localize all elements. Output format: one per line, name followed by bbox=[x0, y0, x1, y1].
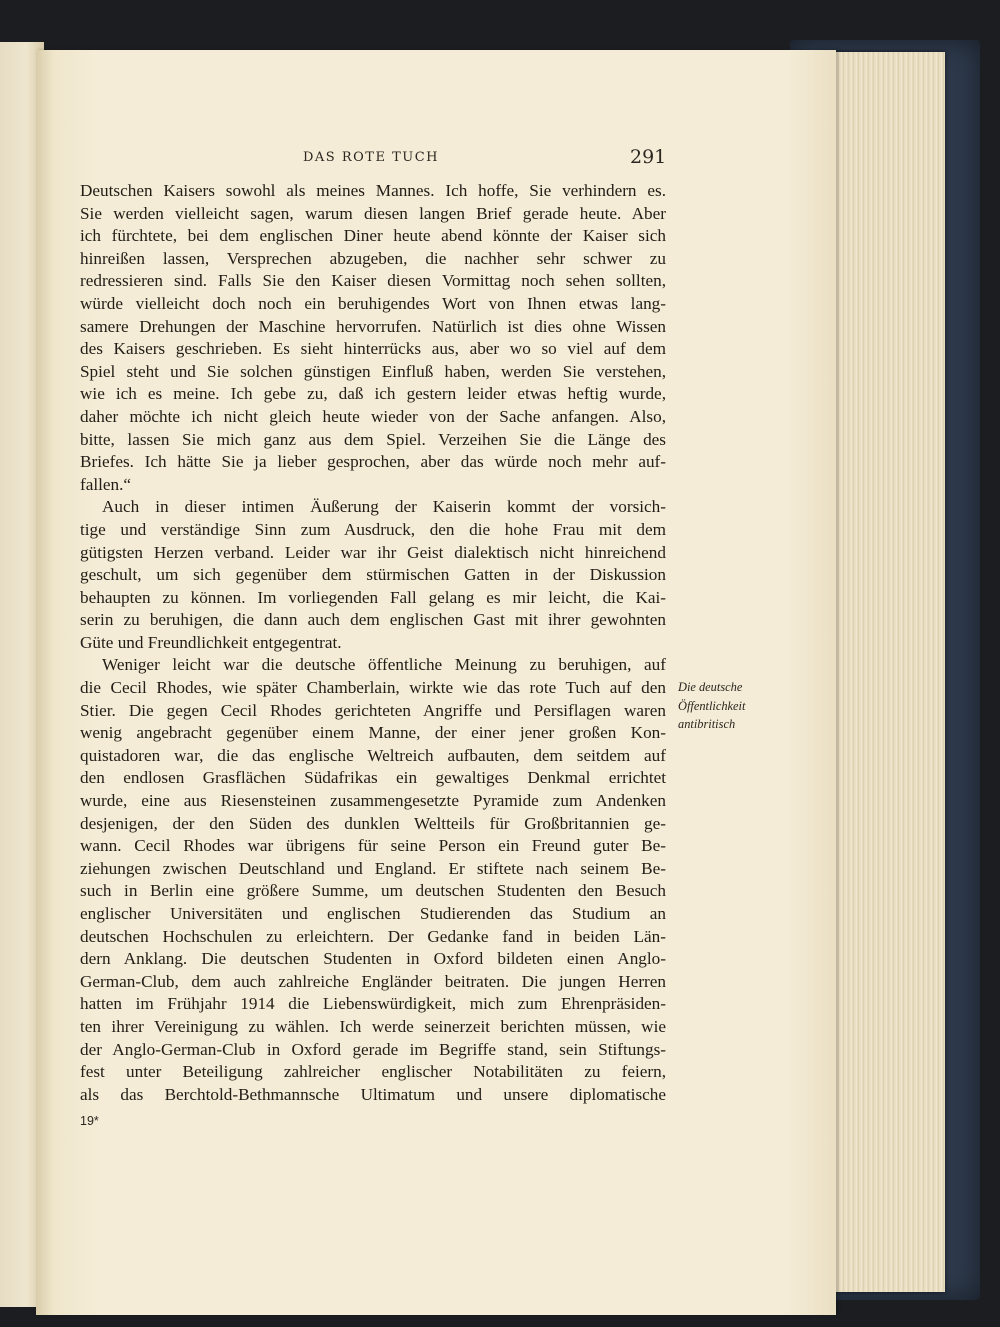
text-line: deutschen Hochschulen zu erleichtern. Der Gedanke fand in beiden Län- bbox=[80, 926, 666, 946]
text-line: Deutschen Kaisers sowohl als meines Mannes. Ich hoffe, Sie verhindern es. bbox=[80, 181, 666, 200]
text-line: den endlosen Grasflächen Südafrikas ein gewaltiges Denkmal errichtet bbox=[80, 768, 666, 788]
text-line: wie ich es meine. Ich gebe zu, daß ich gestern leider etwas heftig wurde, bbox=[80, 384, 666, 404]
text-line: wenig angebracht gegenüber einem Manne, der einer jener großen Kon- bbox=[80, 723, 666, 743]
text-line: des Kaisers geschrieben. Es sieht hinterrücks aus, aber wo so viel auf dem bbox=[80, 339, 666, 359]
text-line: quistadoren war, die das englische Weltreich aufbauten, dem seitdem auf bbox=[80, 745, 666, 765]
text-line: desjenigen, der den Süden des dunklen Weltteils für Großbritannien ge- bbox=[80, 813, 666, 833]
margin-note bbox=[678, 678, 798, 734]
text-line: der Anglo-German-Club in Oxford gerade im Begriffe stand, sein Stiftungs- bbox=[80, 1039, 666, 1059]
text-line: fallen.“ bbox=[80, 474, 132, 494]
margin-note-line: antibritisch bbox=[678, 717, 736, 731]
body-text bbox=[80, 180, 666, 1106]
text-line: Güte und Freundlichkeit entgegentrat. bbox=[80, 632, 342, 652]
text-line: dern Anklang. Die deutschen Studenten in Oxford bildeten einen Anglo- bbox=[80, 949, 666, 969]
margin-note-line: Die deutsche bbox=[678, 680, 743, 694]
text-line: samere Drehungen der Maschine hervorrufen. Natürlich ist dies ohne Wissen bbox=[80, 316, 666, 336]
text-line: als das Berchtold-Bethmannsche Ultimatum und unsere diplomatische bbox=[80, 1084, 666, 1104]
text-line: daher möchte ich nicht gleich heute wieder von der Sache anfangen. Also, bbox=[80, 406, 666, 426]
text-line: würde vielleicht doch noch ein beruhigendes Wort von Ihnen etwas lang- bbox=[80, 293, 666, 313]
text-line: ten ihrer Vereinigung zu wählen. Ich werde seinerzeit berichten müssen, wie bbox=[80, 1016, 666, 1036]
text-line: hatten im Frühjahr 1914 die Liebenswürdigkeit, mich zum Ehrenpräsiden- bbox=[80, 994, 666, 1014]
page-number: 291 bbox=[630, 146, 667, 168]
text-line: Sie werden vielleicht sagen, warum diesen langen Brief gerade heute. Aber bbox=[80, 203, 666, 223]
text-line: hinreißen lassen, Versprechen abzugeben, die nachher sehr schwer zu bbox=[80, 248, 666, 268]
text-line: ich fürchtete, bei dem englischen Diner heute abend könnte der Kaiser sich bbox=[80, 226, 666, 246]
text-line: tige und verständige Sinn zum Ausdruck, den die hohe Frau mit dem bbox=[80, 519, 666, 539]
running-head: DAS ROTE TUCH bbox=[303, 150, 439, 165]
text-line: behaupten zu können. Im vorliegenden Fall gelang es mir leicht, die Kai- bbox=[80, 587, 666, 607]
text-line: German-Club, dem auch zahlreiche Engländer beitraten. Die jungen Herren bbox=[80, 971, 666, 991]
text-line: Spiel steht und Sie solchen günstigen Einfluß haben, werden Sie verstehen, bbox=[80, 361, 666, 381]
text-line: gütigsten Herzen verband. Leider war ihr Geist dialektisch nicht hinreichend bbox=[80, 542, 666, 562]
text-line: Auch in dieser intimen Äußerung der Kaiserin kommt der vorsich- bbox=[102, 497, 666, 517]
text-line: bitte, lassen Sie mich ganz aus dem Spiel. Verzeihen Sie die Länge des bbox=[80, 429, 666, 449]
signature-mark: 19* bbox=[80, 1114, 99, 1128]
page-block-edge bbox=[820, 52, 945, 1292]
text-line: Stier. Die gegen Cecil Rhodes gerichteten Angriffe und Persiflagen waren bbox=[80, 700, 666, 720]
text-line: Briefes. Ich hätte Sie ja lieber gesprochen, aber das würde noch mehr auf- bbox=[80, 452, 666, 472]
text-line: redressieren sind. Falls Sie den Kaiser diesen Vormittag noch sehen sollten, bbox=[80, 271, 666, 291]
text-line: wurde, eine aus Riesensteinen zusammengesetzte Pyramide zum Andenken bbox=[80, 791, 666, 811]
text-line: fest unter Beteiligung zahlreicher englischer Notabilitäten zu feiern, bbox=[80, 1062, 666, 1082]
text-line: serin zu beruhigen, die dann auch dem englischen Gast mit ihrer gewohnten bbox=[80, 610, 666, 630]
text-line: wann. Cecil Rhodes war übrigens für seine Person ein Freund guter Be- bbox=[80, 836, 666, 856]
text-line: ziehungen zwischen Deutschland und England. Er stiftete nach seinem Be- bbox=[80, 858, 666, 878]
margin-note-line: Öffentlichkeit bbox=[678, 698, 746, 713]
text-line: geschult, um sich gegenüber dem stürmischen Gatten in der Diskussion bbox=[80, 565, 666, 585]
text-line: die Cecil Rhodes, wie später Chamberlain, wirkte wie das rote Tuch auf den bbox=[80, 678, 666, 698]
text-line: such in Berlin eine größere Summe, um deutschen Studenten den Besuch bbox=[80, 881, 666, 901]
text-line: englischer Universitäten und englischen Studierenden das Studium an bbox=[80, 904, 666, 923]
text-line: Weniger leicht war die deutsche öffentliche Meinung zu beruhigen, auf bbox=[102, 655, 666, 675]
